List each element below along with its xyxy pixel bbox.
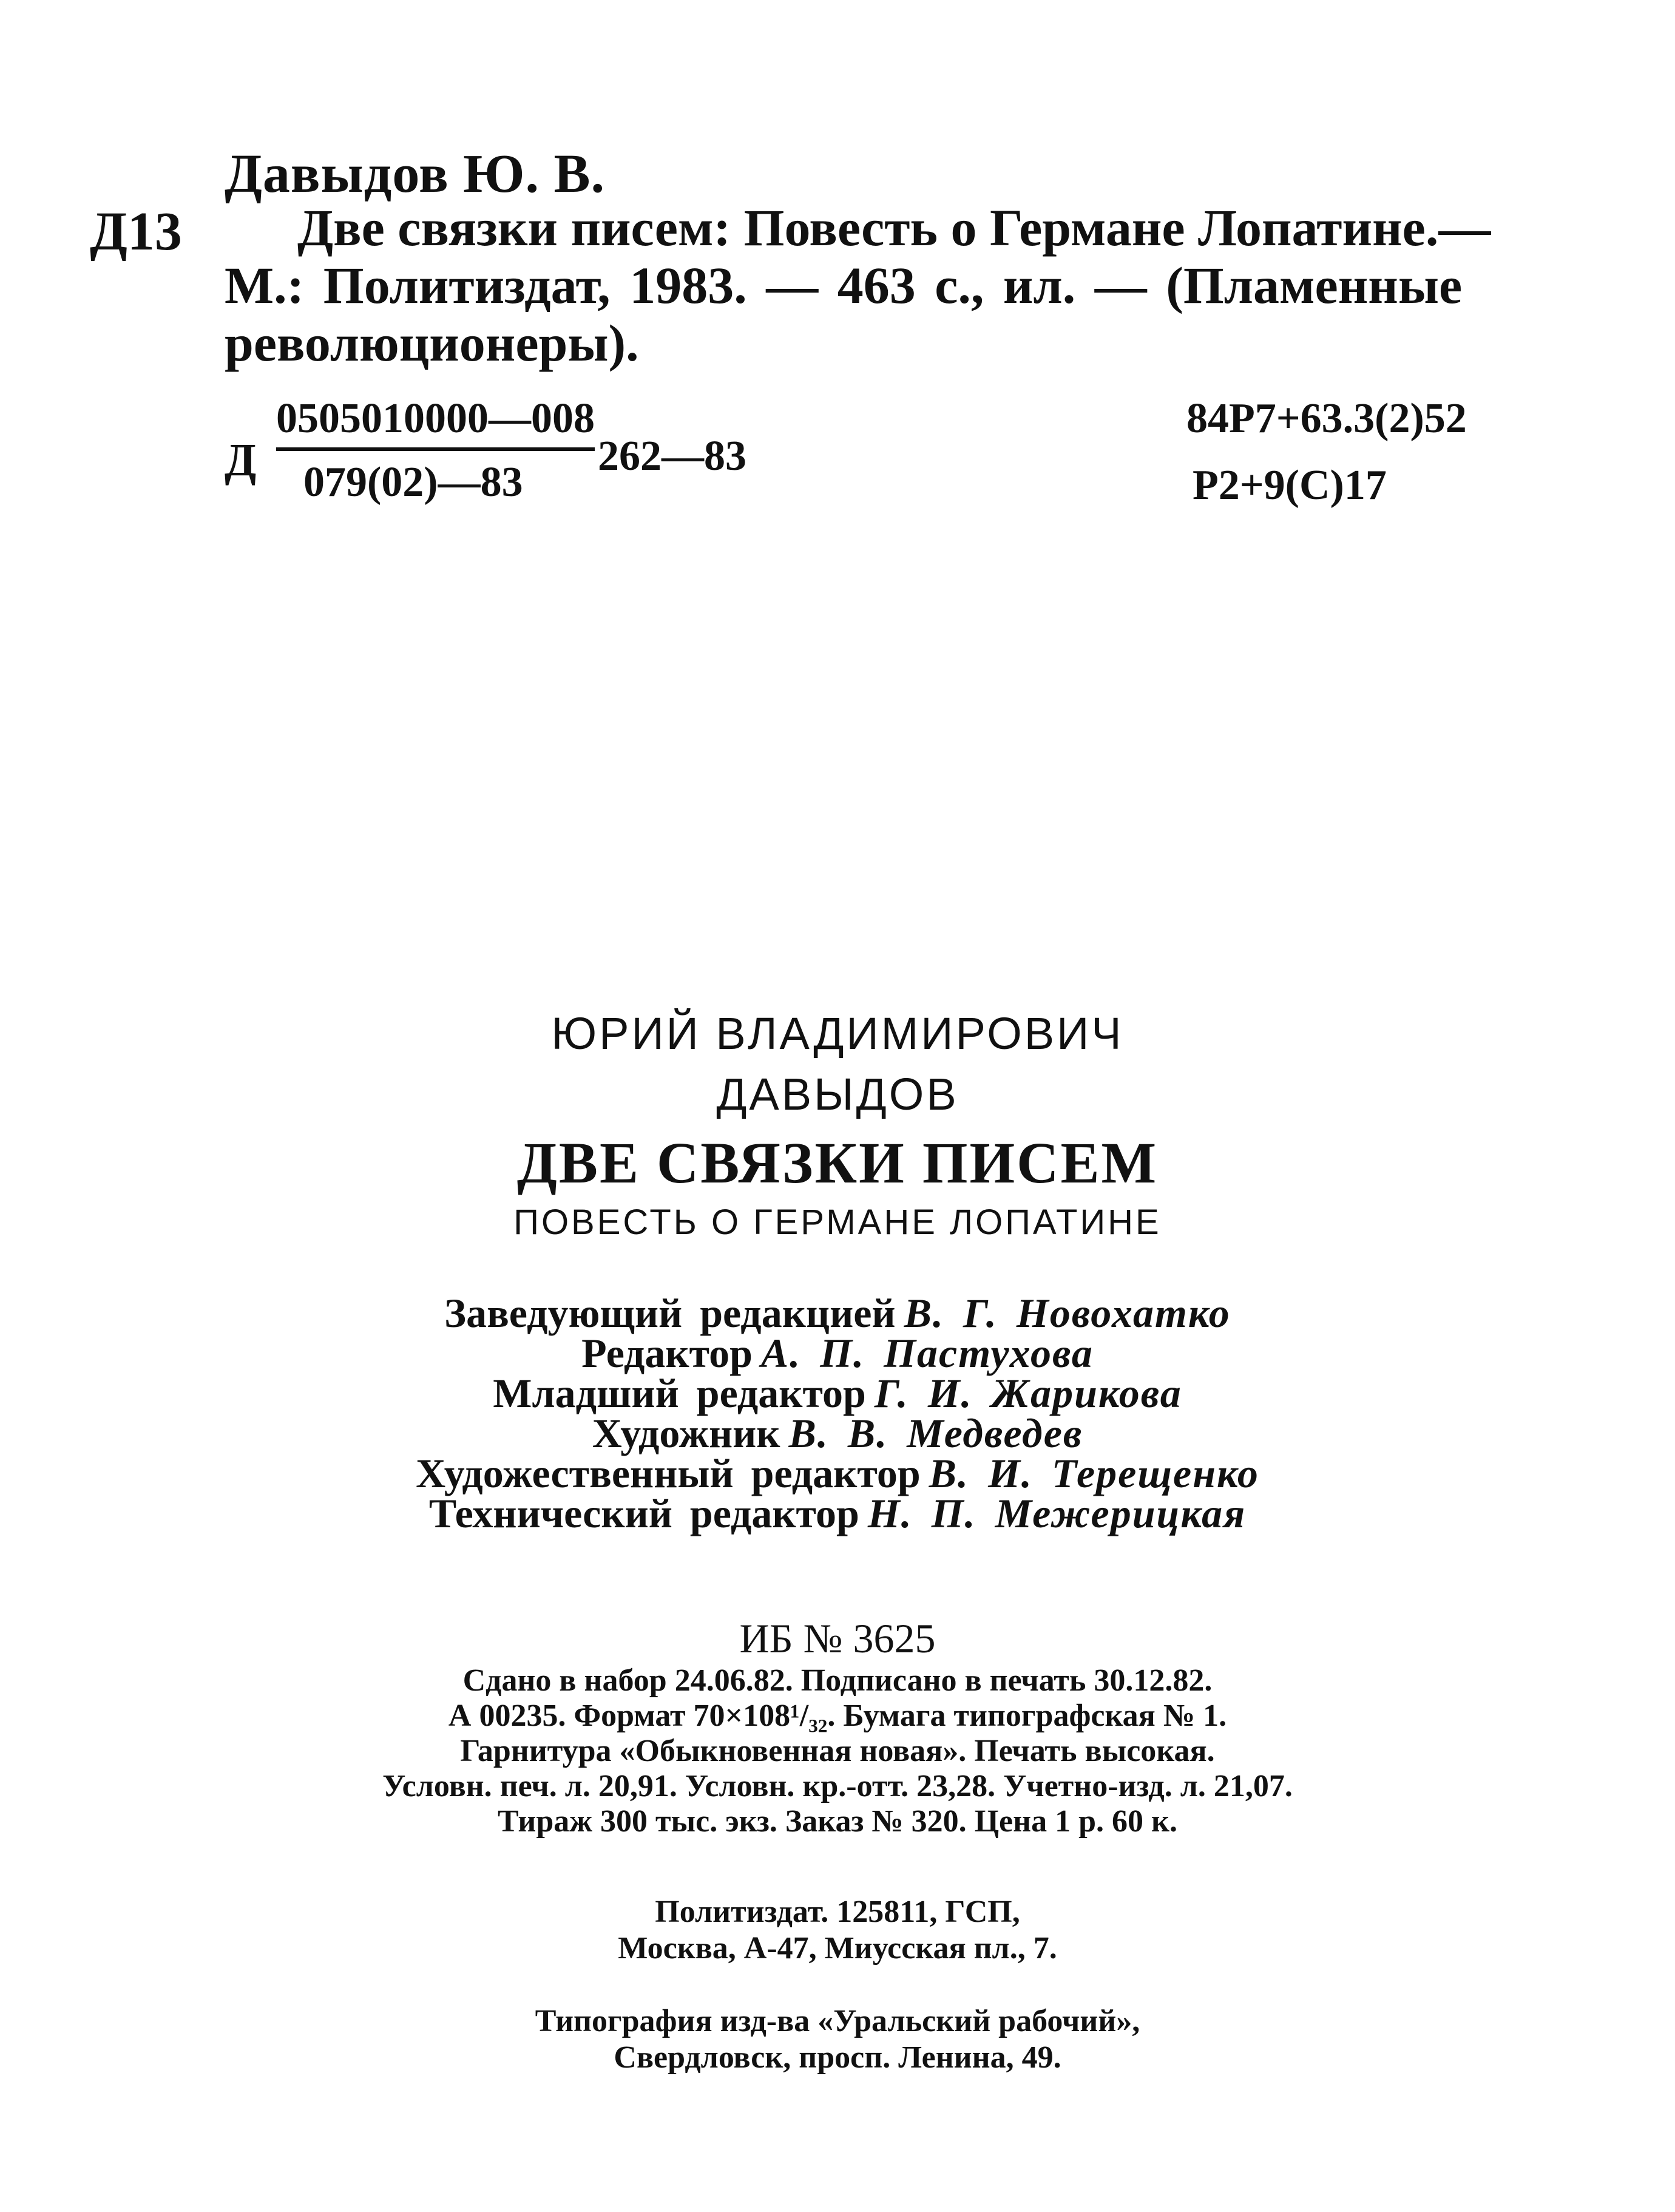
catalog-code: Д13 xyxy=(90,202,182,262)
printer-address xyxy=(0,2003,1675,2076)
author-surname: ДАВЫДОВ xyxy=(716,1069,959,1119)
technical-line: Тираж 300 тыс. экз. Заказ № 320. Цена 1 р. 60 к. xyxy=(498,1804,1177,1839)
printer-line: Свердловск, просп. Ленина, 49. xyxy=(614,2040,1061,2075)
classification-code: 84Р7+63.3(2)52 xyxy=(1186,395,1467,442)
catalog-description-line: Две связки писем: Повесть о Германе Лопатине.— xyxy=(297,198,1491,257)
credit-line xyxy=(0,1490,1675,1536)
classification-code: Р2+9(С)17 xyxy=(1193,462,1387,509)
credit-role: Младший редактор xyxy=(493,1370,866,1416)
credit-line xyxy=(0,1330,1675,1376)
index-suffix: 262—83 xyxy=(598,433,746,480)
credit-line xyxy=(0,1450,1675,1496)
author-fullname: ЮРИЙ ВЛАДИМИРОВИЧ xyxy=(551,1008,1124,1059)
index-letter: Д xyxy=(225,435,257,486)
credit-role: Заведующий редакцией xyxy=(444,1290,896,1336)
credit-name: В. Г. Новохатко xyxy=(904,1290,1231,1336)
credit-line xyxy=(0,1290,1675,1336)
credit-name: Г. И. Жарикова xyxy=(874,1370,1182,1416)
ib-number: ИБ № 3625 xyxy=(739,1615,936,1661)
technical-line: Сдано в набор 24.06.82. Подписано в печать 30.12.82. xyxy=(462,1663,1213,1698)
book-subtitle: ПОВЕСТЬ О ГЕРМАНЕ ЛОПАТИНЕ xyxy=(513,1203,1162,1242)
credit-role: Редактор xyxy=(581,1330,753,1376)
technical-details xyxy=(0,1663,1675,1839)
technical-line: А 00235. Формат 70×108¹/₃₂. Бумага типографская № 1. xyxy=(448,1698,1227,1733)
technical-line: Условн. печ. л. 20,91. Условн. кр.-отт. 23,28. Учетно-изд. л. 21,07. xyxy=(382,1769,1293,1803)
credit-role: Художественный редактор xyxy=(416,1450,921,1496)
index-fraction-rule xyxy=(276,447,595,451)
catalog-description-line: революционеры). xyxy=(225,314,639,372)
index-numerator: 0505010000—008 xyxy=(276,395,595,442)
catalog-description-line: М.: Политиздат, 1983. — 463 с., ил. — (Пламенные xyxy=(225,256,1463,314)
publisher-line: Москва, А-47, Миусская пл., 7. xyxy=(618,1931,1057,1966)
credit-line xyxy=(0,1370,1675,1416)
credit-line xyxy=(0,1410,1675,1456)
catalog-author: Давыдов Ю. В. xyxy=(225,144,606,204)
credits-list xyxy=(0,1290,1675,1536)
publisher-address xyxy=(0,1894,1675,1967)
printer-line: Типография изд-ва «Уральский рабочий», xyxy=(535,2004,1140,2038)
credit-name: А. П. Пастухова xyxy=(760,1330,1094,1376)
credit-name: В. В. Медведев xyxy=(788,1410,1083,1456)
book-title: ДВЕ СВЯЗКИ ПИСЕМ xyxy=(516,1130,1159,1195)
technical-line: Гарнитура «Обыкновенная новая». Печать высокая. xyxy=(460,1734,1215,1768)
credit-role: Художник xyxy=(592,1410,780,1456)
publisher-line: Политиздат. 125811, ГСП, xyxy=(655,1895,1020,1929)
credit-role: Технический редактор xyxy=(428,1490,859,1536)
index-denominator: 079(02)—83 xyxy=(303,459,523,506)
credit-name: В. И. Терещенко xyxy=(929,1450,1259,1496)
credit-name: Н. П. Межерицкая xyxy=(867,1490,1247,1536)
